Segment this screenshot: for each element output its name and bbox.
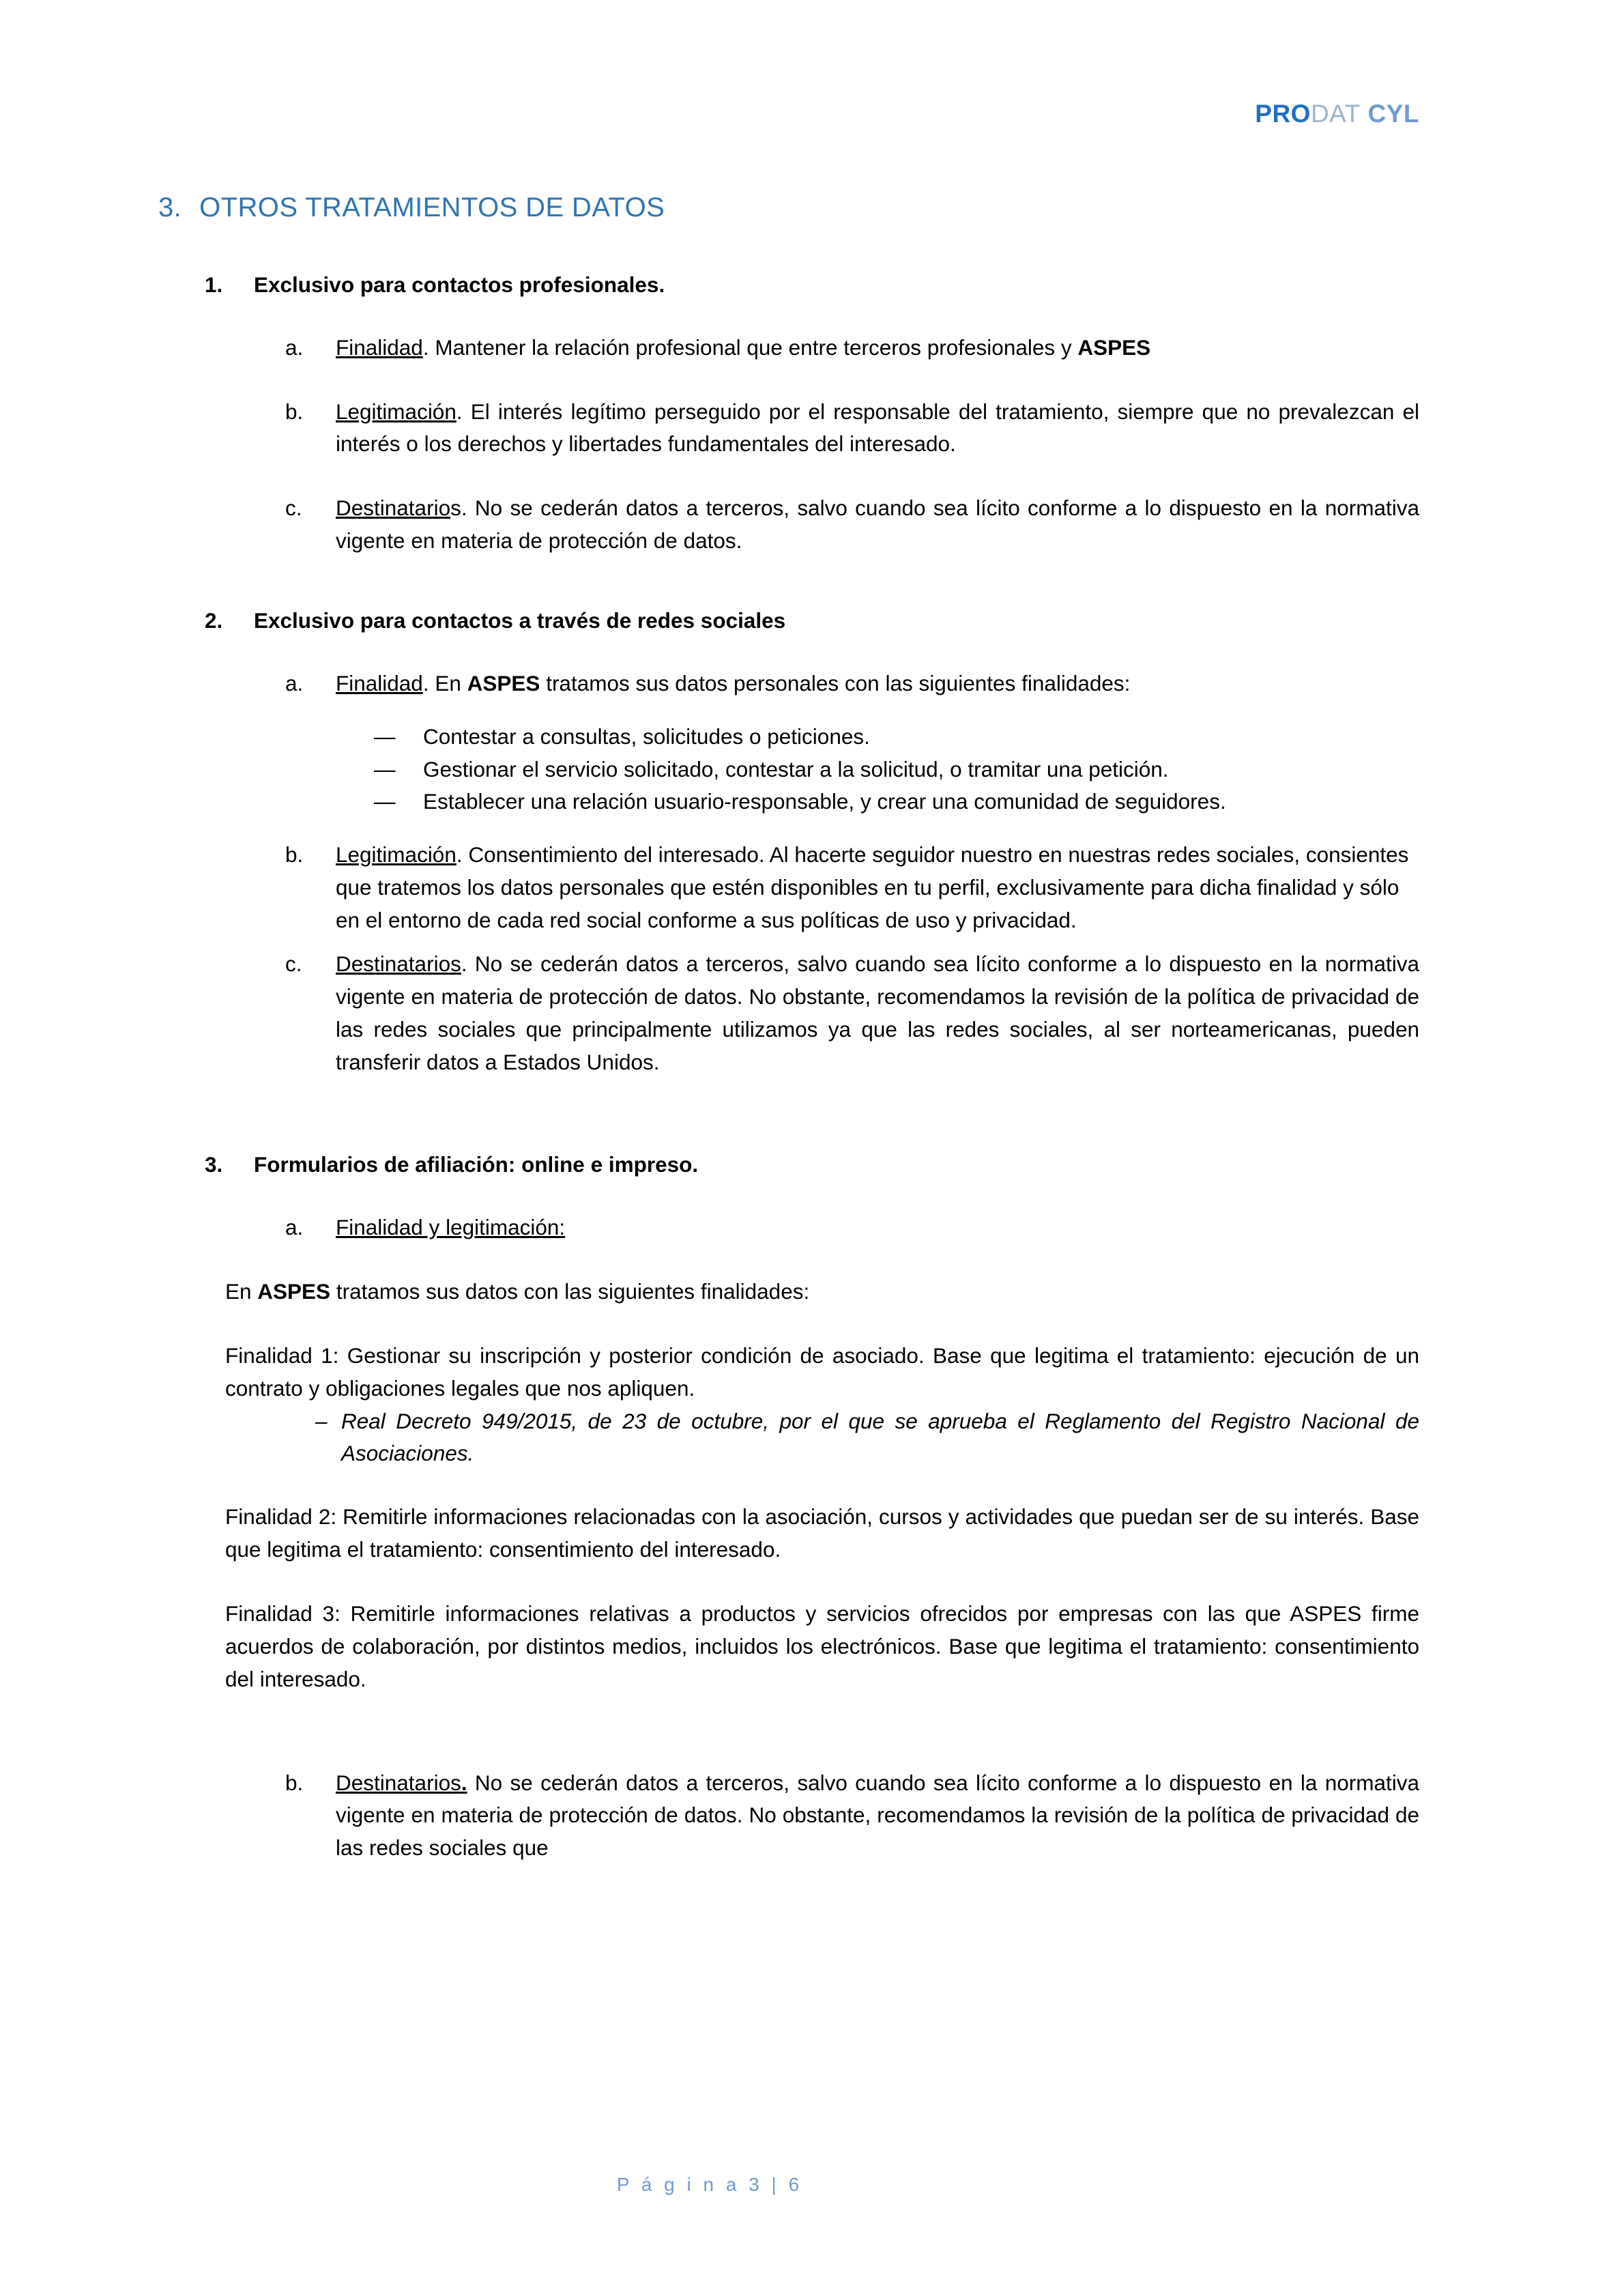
- list-item-1-title: Exclusivo para contactos profesionales.: [254, 272, 665, 297]
- list-item-3a: [0, 1211, 1624, 1244]
- list-item-2c: [0, 948, 1624, 1079]
- list-item-1: [0, 270, 1624, 300]
- list-marker: c.: [285, 951, 302, 976]
- spacer: [0, 700, 1624, 721]
- section-number: 3.: [158, 192, 182, 223]
- spacer: [0, 558, 1624, 605]
- logo-cyl-text: CYL: [1367, 100, 1419, 128]
- list-item-3: [0, 1149, 1624, 1180]
- item-text: . Mantener la relación profesional que entre terceros profesionales y: [422, 334, 1078, 360]
- page-title: [158, 192, 665, 223]
- spacer: [0, 1696, 1624, 1767]
- item-text-2: tratamos sus datos personales con las siguientes finalidades:: [540, 670, 1131, 695]
- spacer: [0, 461, 1624, 492]
- list-item-1a: [0, 332, 1624, 364]
- spacer: [0, 818, 1624, 839]
- term-label-period: .: [461, 1770, 467, 1795]
- term-label: Finalidad: [336, 334, 423, 360]
- legal-reference-text: Real Decreto 949/2015, de 23 de octubre, por el que se aprueba el Reglamento del Registro Nacional de Asociaciones.: [341, 1408, 1419, 1465]
- list-marker: 1.: [205, 272, 223, 297]
- term-label-colon: :: [559, 1215, 566, 1240]
- org-name: ASPES: [1077, 334, 1151, 360]
- finalidad-3-paragraph: Finalidad 3: Remitirle informaciones relativas a productos y servicios ofrecidos por empresas con las que ASPES firme acuerdos de colaboración, por distintos medios, incluidos los electrónicos. Base que legitima el tratamiento: consentimiento del interesado.: [225, 1601, 1419, 1691]
- org-name: ASPES: [467, 670, 540, 695]
- spacer: [0, 937, 1624, 948]
- list-item-1c: [0, 492, 1624, 558]
- item-text: . No se cederán datos a terceros, salvo cuando sea lícito conforme a lo dispuesto en la normativa vigente en materia de protección de datos.: [336, 496, 1419, 554]
- spacer: [0, 1244, 1624, 1276]
- section-title-text: OTROS TRATAMIENTOS DE DATOS: [199, 192, 665, 223]
- item-text: No se cederán datos a terceros, salvo cuando sea lícito conforme a lo dispuesto en la normativa vigente en materia de protección de datos. No obstante, recomendamos la revisión de la política de privacidad de las redes sociales que: [336, 1770, 1419, 1861]
- bullet-text: Gestionar el servicio solicitado, contestar a la solicitud, o tramitar una petición.: [423, 756, 1169, 781]
- list-marker: 3.: [205, 1152, 223, 1177]
- list-item-2: [0, 605, 1624, 636]
- bullet-item-2: [0, 754, 1624, 786]
- term-label: Destinatarios: [336, 951, 461, 976]
- spacer: [0, 1308, 1624, 1340]
- list-marker: 2.: [205, 608, 223, 633]
- intro-paragraph: [0, 1276, 1624, 1308]
- list-item-3b: [0, 1767, 1624, 1865]
- dash-icon: —: [374, 723, 396, 749]
- list-marker: b.: [285, 399, 304, 424]
- item-text: . El interés legítimo perseguido por el responsable del tratamiento, siempre que no prevalezcan el interés o los derechos y libertades fundamentales del interesado.: [336, 399, 1419, 457]
- item-text: . En: [422, 670, 467, 695]
- bullet-item-1: [0, 721, 1624, 754]
- bullet-text: Establecer una relación usuario-responsable, y crear una comunidad de seguidores.: [423, 789, 1226, 814]
- list-item-2-title: Exclusivo para contactos a través de redes sociales: [254, 608, 786, 633]
- term-label: Legitimación: [336, 399, 456, 424]
- page-footer: P á g i n a 3 | 6: [616, 2174, 803, 2195]
- dash-icon: –: [315, 1408, 328, 1433]
- list-item-3-title: Formularios de afiliación: online e impreso.: [254, 1152, 699, 1177]
- term-label: Destinatario: [336, 496, 451, 521]
- document-body: [0, 270, 1624, 1865]
- brand-logo: [1255, 101, 1419, 126]
- dash-icon: —: [374, 756, 396, 781]
- list-marker: a.: [285, 334, 304, 360]
- spacer: [0, 1078, 1624, 1149]
- item-text: . No se cederán datos a terceros, salvo cuando sea lícito conforme a lo dispuesto en la normativa vigente en materia de protección de datos. No obstante, recomendamos la revisión de la política de privacidad de las redes sociales que principalmente utilizamos ya que las redes sociales, al ser norteamericanas, pueden transferir datos a Estados Unidos.: [336, 951, 1419, 1074]
- item-text: . Consentimiento del interesado. Al hacerte seguidor nuestro en nuestras redes sociales, consientes que tratemos los datos personales que estén disponibles en tu perfil, exclusivamente para dicha finalidad y sólo en el entorno de cada red social conforme a sus políticas de uso y privacidad.: [336, 842, 1409, 933]
- org-name: ASPES: [257, 1279, 331, 1304]
- list-marker: b.: [285, 1770, 304, 1795]
- spacer: [0, 300, 1624, 332]
- logo-pro-text: PRO: [1255, 100, 1311, 128]
- list-item-1b: [0, 396, 1624, 461]
- spacer: [0, 1180, 1624, 1211]
- term-label: Finalidad y legitimación: [336, 1215, 560, 1240]
- list-marker: c.: [285, 496, 302, 521]
- intro-post: tratamos sus datos con las siguientes finalidades:: [330, 1279, 810, 1304]
- intro-pre: En: [225, 1279, 258, 1304]
- legal-reference-note: [0, 1405, 1624, 1470]
- finalidad-2-paragraph: Finalidad 2: Remitirle informaciones relacionadas con la asociación, cursos y actividades que puedan ser de su interés. Base que legitima el tratamiento: consentimiento del interesado.: [225, 1504, 1419, 1562]
- spacer: [0, 1566, 1624, 1598]
- spacer: [0, 364, 1624, 396]
- list-marker: b.: [285, 842, 304, 867]
- bullet-item-3: [0, 786, 1624, 818]
- term-label: Finalidad: [336, 670, 423, 695]
- logo-spacer: [1361, 100, 1368, 128]
- list-item-2a: [0, 668, 1624, 700]
- list-marker: a.: [285, 1215, 304, 1240]
- dash-icon: —: [374, 789, 396, 814]
- bullet-text: Contestar a consultas, solicitudes o peticiones.: [423, 723, 870, 749]
- spacer: [0, 636, 1624, 668]
- list-marker: a.: [285, 670, 304, 695]
- term-label: Destinatarios: [336, 1770, 461, 1795]
- list-item-2b: [0, 839, 1624, 937]
- term-label: Legitimación: [336, 842, 456, 867]
- term-label-tail: s: [450, 496, 461, 521]
- finalidad-1-paragraph: Finalidad 1: Gestionar su inscripción y posterior condición de asociado. Base que legitima el tratamiento: ejecución de un contrato y obligaciones legales que nos apliquen.: [225, 1343, 1419, 1401]
- logo-dat-text: DAT: [1310, 100, 1361, 128]
- spacer: [0, 1469, 1624, 1501]
